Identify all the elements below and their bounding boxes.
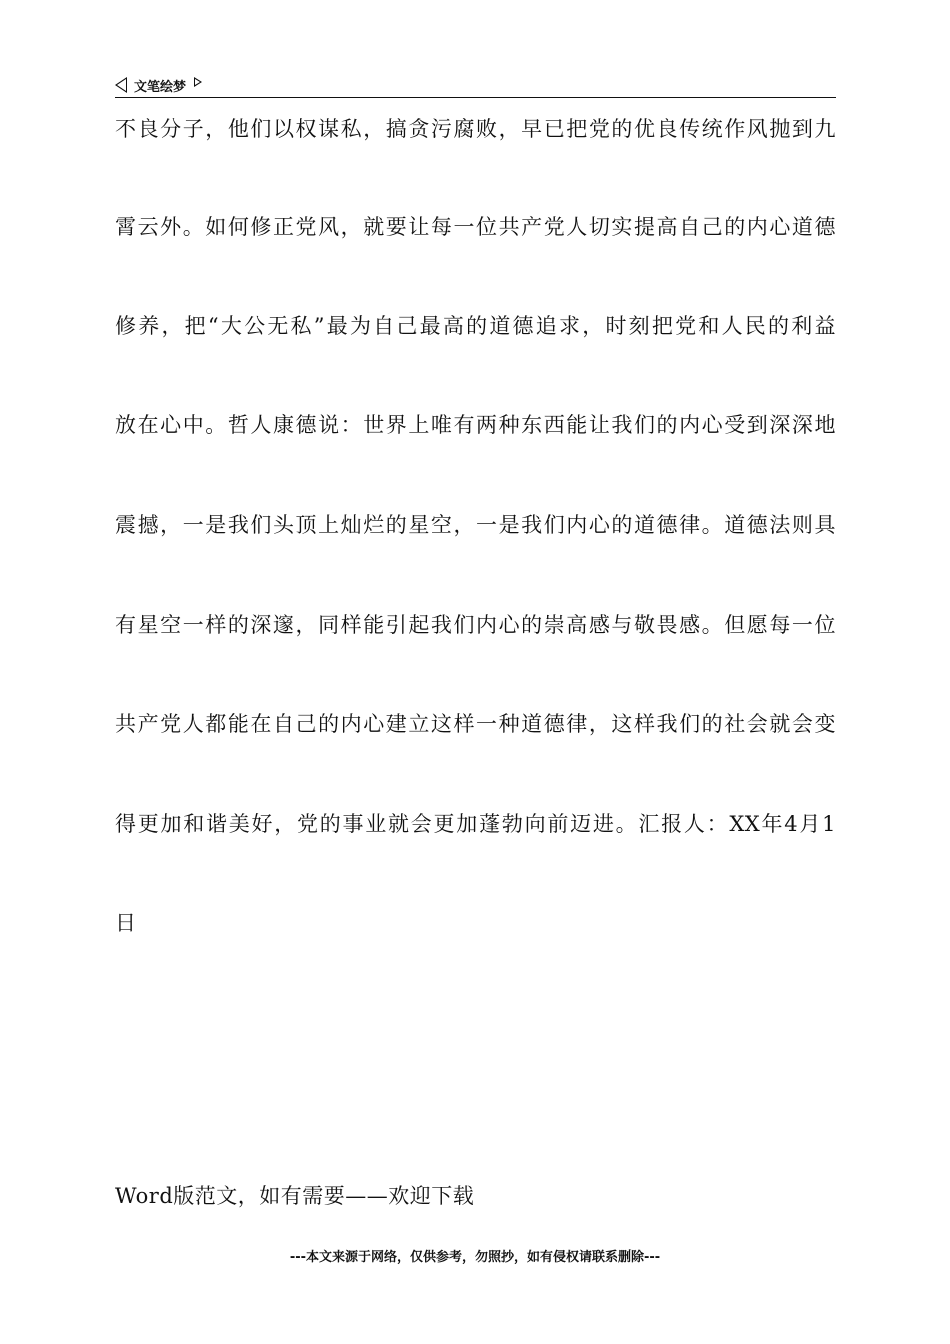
body-line: 不良分子，他们以权谋私，搞贪污腐败，早已把党的优良传统作风抛到九 bbox=[115, 117, 836, 141]
body-line: 得更加和谐美好，党的事业就会更加蓬勃向前迈进。汇报人：XX年4月1 bbox=[115, 812, 836, 836]
page-footer: ---本文来源于网络，仅供参考，勿照抄，如有侵权请联系删除--- bbox=[289, 1250, 661, 1265]
triangle-left-icon bbox=[115, 77, 127, 93]
body-line: 修养，把“大公无私”最为自己最高的道德追求，时刻把党和人民的利益 bbox=[115, 314, 836, 338]
header-divider bbox=[115, 97, 836, 98]
body-line: 震撼，一是我们头顶上灿烂的星空，一是我们内心的道德律。道德法则具 bbox=[115, 513, 836, 537]
body-line: 霄云外。如何修正党风，就要让每一位共产党人切实提高自己的内心道德 bbox=[115, 215, 836, 239]
body-line: 日 bbox=[115, 911, 137, 935]
body-line: 有星空一样的深邃，同样能引起我们内心的崇高感与敬畏感。但愿每一位 bbox=[115, 613, 836, 637]
body-line: 放在心中。哲人康德说：世界上唯有两种东西能让我们的内心受到深深地 bbox=[115, 413, 836, 437]
page-header bbox=[115, 74, 836, 96]
word-template-note: Word版范文，如有需要——欢迎下载 bbox=[115, 1184, 475, 1208]
body-line: 共产党人都能在自己的内心建立这样一种道德律，这样我们的社会就会变 bbox=[115, 712, 836, 736]
header-title: 文笔绘梦 bbox=[134, 79, 187, 95]
triangle-right-icon bbox=[194, 77, 202, 87]
